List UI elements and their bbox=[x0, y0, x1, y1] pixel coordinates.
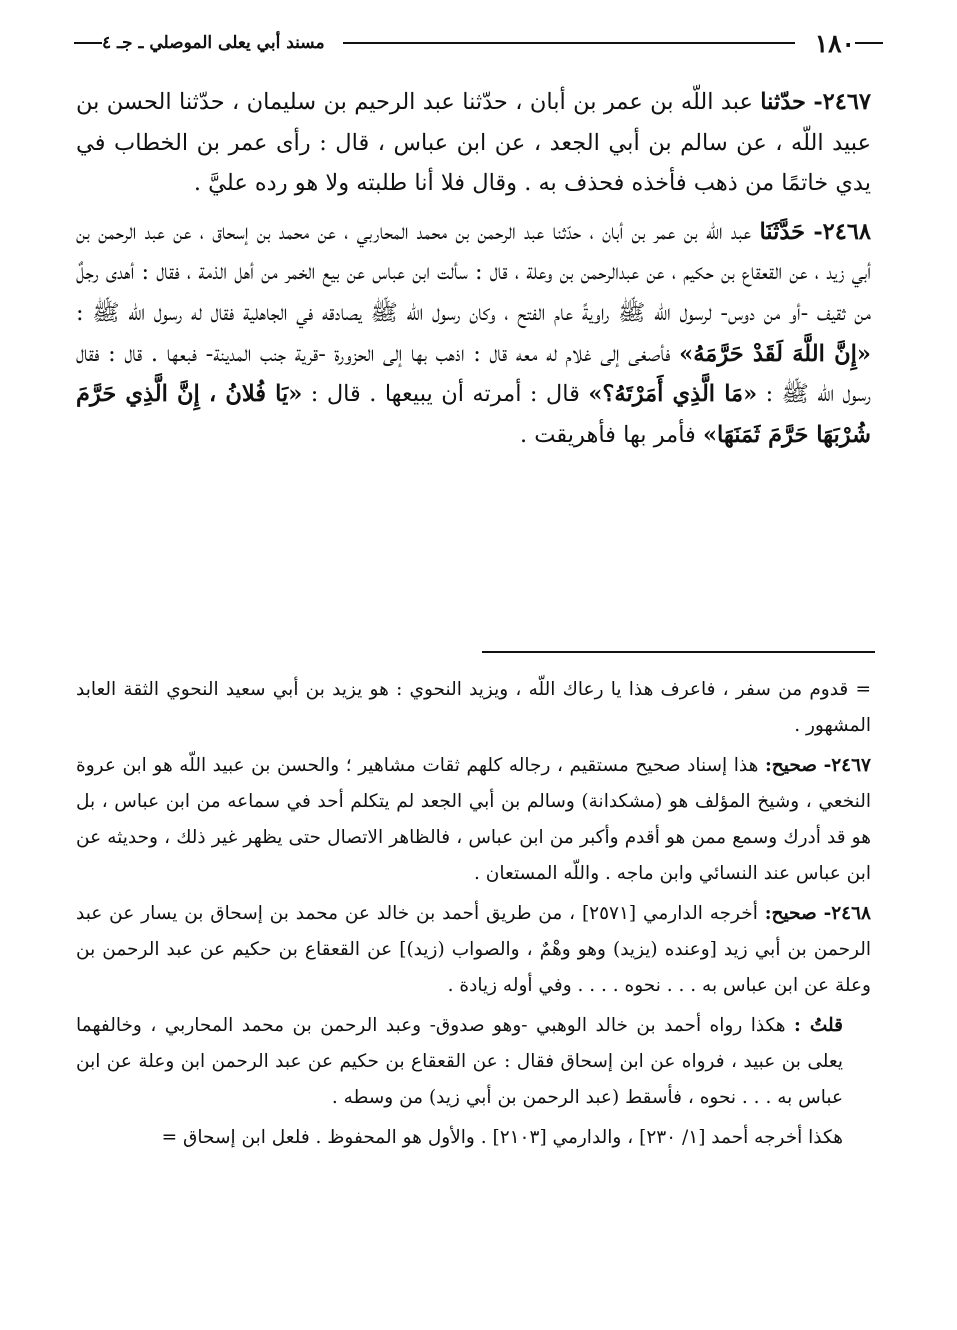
hadith-lead-word: حَدَّثَنَا bbox=[759, 218, 806, 245]
comment-label: قلتُ : bbox=[794, 1015, 844, 1036]
footnote-number: ٢٤٦٧- bbox=[823, 755, 871, 776]
hadith-number: ٢٤٦٨- bbox=[813, 218, 872, 245]
prophetic-quote: «مَا الَّذِي أَمَرْتَهُ؟» bbox=[588, 381, 758, 408]
hadith-number: ٢٤٦٧- bbox=[813, 89, 872, 115]
hadith-2467 bbox=[76, 82, 871, 204]
main-text bbox=[76, 82, 871, 463]
header-dash-right bbox=[855, 42, 883, 44]
grade-label: صحيح: bbox=[764, 755, 817, 776]
prophetic-quote: «إِنَّ اللَّهَ لَقَدْ حَرَّمَهُ» bbox=[679, 340, 871, 367]
footnote-comment bbox=[76, 1008, 871, 1116]
hadith-text: عبد اللّه بن عمر بن أبان ، حدّثنا عبد الرحمن بن محمد المحاربي ، عن محمد بن إسحاق ، عن عبد الرحمن بن أبي زيد ، عن القعقاع بن حكيم ، عن عبدالرحمن بن وعلة ، قال : سألت ابن عباس عن بيع الخمر من أهل الذمة ، فقال : أهدى رجلٌ من ثقيف -أو من دوس- لرسول اللّه ﷺ راويةً عام الفتح ، وكان رسول اللّه ﷺ يصادقه في الجاهلية فقال له رسول اللّه ﷺ : bbox=[76, 218, 871, 326]
hadith-text: قال : أمرته أن يبيعها . قال : bbox=[310, 381, 580, 408]
footnote-continuation: = قدوم من سفر ، فاعرف هذا يا رعاك اللّه ، ويزيد النحوي : هو يزيد بن أبي سعيد النحوي الثقة العابد المشهور . bbox=[76, 679, 871, 736]
footnote-text: أخرجه الدارمي [٢٥٧١] ، من طريق أحمد بن خالد عن محمد بن إسحاق بن يسار عن عبد الرحمن بن أبي زيد [وعنده (يزيد) وهو وهْمٌ ، والصواب (زيد)] عن القعقاع بن حكيم عن عبد الرحمن بن وعلة عن ابن عباس به . . . نحوه . . . . وفي أوله زيادة . bbox=[76, 903, 871, 996]
footnote-number: ٢٤٦٨- bbox=[823, 903, 871, 924]
footnote-2468 bbox=[76, 896, 871, 1004]
running-header bbox=[74, 26, 883, 60]
hadith-text: فأمر بها فأهريقت . bbox=[520, 421, 696, 448]
book-title: مسند أبي يعلى الموصلي ـ جـ ٤ bbox=[102, 33, 325, 53]
header-dash-left bbox=[74, 42, 102, 44]
hadith-2468 bbox=[76, 212, 871, 456]
hadith-text: فأصغى إلى غلام له معه قال : اذهب بها إلى الحزورة -قرية جنب المدينة- فبعها . قال : فقال رسول اللّه ﷺ : bbox=[76, 340, 872, 408]
footnote-text: هذا إسناد صحيح مستقيم ، رجاله كلهم ثقات مشاهير ؛ والحسن بن عبيد اللّه هو ابن عروة النخعي ، وشيخ المؤلف هو (مشكدانة) وسالم بن أبي الجعد لم يتكلم أحد في سماعه من ابن عباس ، بل هو قد أدرك وسمع ممن هو أقدم وأكبر من ابن عباس ، فالظاهر الاتصال حتى يظهر غير ذلك ، وحديثه عن ابن عباس عند النسائي وابن ماجه . واللّه المستعان . bbox=[76, 755, 871, 884]
footnote-text: هكذا رواه أحمد بن خالد الوهبي -وهو صدوق- وعبد الرحمن بن محمد المحاربي ، وخالفهما يعلى بن عبيد ، فرواه عن ابن إسحاق فقال : عن القعقاع بن حكيم عن عبد الرحمن ابن وعلة عن ابن عباس به . . . نحوه ، فأسقط (عبد الرحمن بن أبي زيد) من وسطه . bbox=[76, 1015, 843, 1108]
hadith-text: عبد اللّه بن عمر بن أبان ، حدّثنا عبد الرحيم بن سليمان ، حدّثنا الحسن بن عبيد اللّه ، عن سالم بن أبي الجعد ، عن ابن عباس ، قال : رأى عمر بن الخطاب في يدي خاتمًا من ذهب فأخذه فحذف به . وقال فلا أنا طلبته ولا هو رده عليَّ . bbox=[76, 89, 871, 197]
page-number: ١٨٠ bbox=[814, 28, 855, 58]
header-rule bbox=[343, 42, 795, 44]
grade-label: صحيح: bbox=[764, 903, 817, 924]
hadith-lead-word: حدّثنا bbox=[760, 89, 806, 115]
footnote-2467 bbox=[76, 748, 871, 892]
footnotes bbox=[76, 672, 871, 1160]
footnote-separator bbox=[482, 651, 875, 653]
footnote-last-line: هكذا أخرجه أحمد [١/ ٢٣٠] ، والدارمي [٢١٠٣] . والأول هو المحفوظ . فلعل ابن إسحاق = bbox=[161, 1127, 843, 1148]
prophetic-quote: «يَا فُلانُ ، إِنَّ الَّذِي حَرَّمَ شُرْبَهَا حَرَّمَ ثَمَنَهَا» bbox=[76, 381, 871, 448]
